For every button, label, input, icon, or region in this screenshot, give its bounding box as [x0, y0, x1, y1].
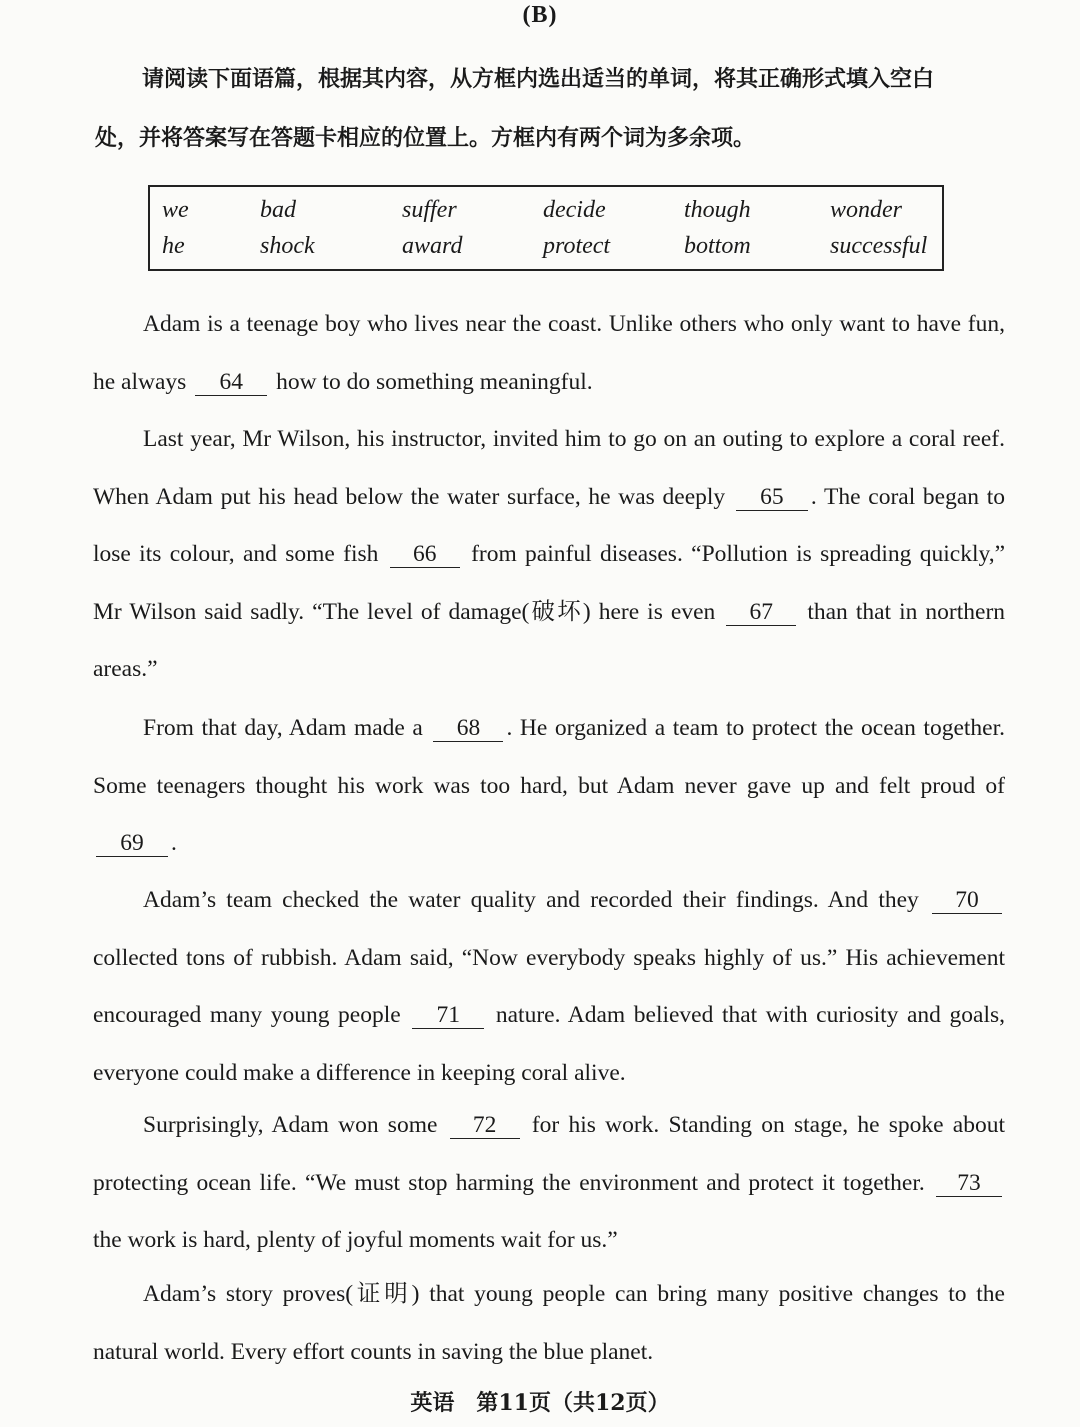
paragraph-6: Adam’s story proves(证明) that young people can bring many positive changes to the natural world. Every effort counts in saving the blue planet. [93, 1281, 1005, 1365]
blank-69[interactable]: 69 [96, 830, 168, 857]
blank-68[interactable]: 68 [433, 715, 503, 742]
page-footer: 英语 第11页（共12页） [410, 1390, 670, 1416]
instructions-line-1: 请阅读下面语篇，根据其内容，从方框内选出适当的单词，将其正确形式填入空白 [142, 67, 935, 92]
word-though: though [684, 197, 751, 223]
word-decide: decide [543, 197, 606, 223]
blank-72[interactable]: 72 [450, 1112, 520, 1139]
word-successful: successful [830, 233, 928, 259]
word-he: he [162, 233, 185, 259]
section-label: (B) [522, 2, 558, 28]
paragraph-1: Adam is a teenage boy who lives near the coast. Unlike others who only want to have fun, he always 64 how to do something meaningful. [93, 311, 1005, 395]
blank-73[interactable]: 73 [936, 1170, 1002, 1197]
word-shock: shock [260, 233, 315, 259]
paragraph-4: Adam’s team checked the water quality and recorded their findings. And they 70 collected tons of rubbish. Adam said, “Now everybody speaks highly of us.” His achievement encouraged many young people 71 nature. Adam believed that with curiosity and goals, everyone could make a difference in keeping coral alive. [93, 887, 1005, 1086]
word-we: we [162, 197, 189, 223]
paragraph-3: From that day, Adam made a 68 . He organized a team to protect the ocean together. Some teenagers thought his work was too hard, but Adam never gave up and felt proud of 69 . [93, 715, 1005, 856]
word-award: award [402, 233, 463, 259]
blank-64[interactable]: 64 [195, 369, 267, 396]
blank-66[interactable]: 66 [390, 541, 460, 568]
blank-67[interactable]: 67 [726, 599, 796, 626]
paragraph-2: Last year, Mr Wilson, his instructor, invited him to go on an outing to explore a coral reef. When Adam put his head below the water surface, he was deeply 65 . The coral began to lose its colour, and some fish 66 from painful diseases. “Pollution is spreading quickly,” Mr Wilson said sadly. “The level of damage(破坏) here is even 67 than that in northern areas.” [93, 426, 1006, 682]
paragraph-5: Surprisingly, Adam won some 72 for his work. Standing on stage, he spoke about protecting ocean life. “We must stop harming the environment and protect it together. 73 the work is hard, plenty of joyful moments wait for us.” [93, 1112, 1006, 1253]
word-suffer: suffer [402, 197, 457, 223]
word-box [148, 185, 944, 271]
word-bottom: bottom [684, 233, 751, 259]
word-wonder: wonder [830, 197, 902, 223]
blank-65[interactable]: 65 [736, 484, 808, 511]
instructions-line-2: 处，并将答案写在答题卡相应的位置上。方框内有两个词为多余项。 [95, 126, 756, 151]
word-protect: protect [543, 233, 611, 259]
blank-71[interactable]: 71 [412, 1002, 484, 1029]
word-bad: bad [260, 197, 296, 223]
blank-70[interactable]: 70 [932, 887, 1002, 914]
